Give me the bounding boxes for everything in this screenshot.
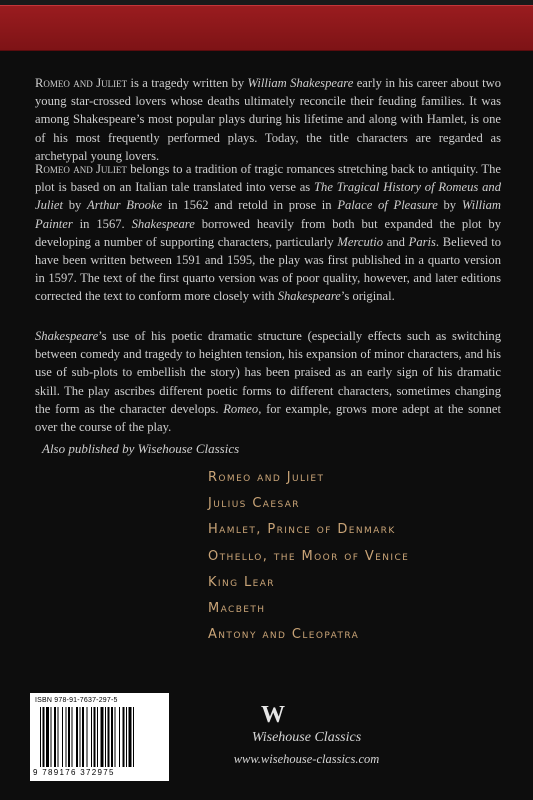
source-title: The Tragical History of Romeus and Juliet — [35, 180, 501, 213]
source-title: Palace of Pleasure — [337, 198, 438, 213]
publisher-url: www.wisehouse-classics.com — [233, 752, 380, 766]
character-ref: Romeo — [223, 401, 259, 416]
character-ref: Paris — [408, 234, 436, 249]
text-run: and — [383, 234, 409, 249]
book-title: Romeo and Juliet — [208, 470, 325, 485]
barcode-digits: 9 789176 372975 — [33, 768, 115, 777]
book-title: King Lear — [208, 574, 275, 590]
paragraph-2 — [35, 160, 501, 306]
person-ref: Arthur Brooke — [87, 198, 163, 213]
publisher-name: Wisehouse Classics — [251, 730, 362, 745]
author-ref: Shakespeare — [131, 216, 195, 231]
title-ref: Romeo and Juliet — [35, 76, 128, 90]
text-run: by — [62, 198, 87, 213]
also-published-heading: Also published by Wisehouse Classics — [42, 441, 240, 456]
book-title: Antony and Cleopatra — [208, 627, 360, 643]
book-title: Julius Caesar — [208, 496, 300, 512]
text-run: ’s original. — [340, 289, 395, 304]
logo-letter: W — [261, 702, 285, 728]
text-run: early in his career about two young star-crossed lovers whose deaths ultimately reconcile their feuding families. It was among Shakespeare’s most popular plays during his lifetime and along with Hamlet, is one of his most frequently performed plays. Today, the title characters are regarded as archetypal young lovers. — [35, 76, 501, 163]
isbn-label: ISBN 978-91-7637-297-5 — [35, 697, 118, 704]
text-run: borrowed heavily from both but expanded the plot by developing a number of supporting characters, particularly — [35, 216, 501, 249]
text-run: ’s use of his poetic dramatic structure (especially effects such as switching between comedy and tragedy to heighten tension, his expansion of minor characters, and his use of sub-plots to embellish the story) has been praised as an early sign of his dramatic skill. The play ascribes different poetic forms to different characters, sometimes changing the form as the character develops. — [35, 329, 501, 416]
author-ref: William Shakespeare — [247, 76, 354, 90]
paragraph-3 — [35, 327, 501, 436]
person-ref: William Painter — [35, 198, 501, 231]
text-run: , for example, grows more adept at the sonnet over the course of the play. — [35, 401, 501, 435]
author-ref: Shakespeare — [35, 329, 99, 343]
character-ref: Mercutio — [337, 234, 384, 249]
book-title: Macbeth — [208, 600, 266, 616]
text-run: in 1562 and retold in prose in — [162, 198, 338, 213]
book-title: Hamlet, Prince of Denmark — [208, 522, 396, 538]
book-title: Othello, the Moor of Venice — [208, 548, 410, 564]
wisehouse-logo-icon — [259, 700, 287, 728]
text-run: in 1567. — [72, 216, 132, 231]
text-run: is a tragedy written by — [127, 76, 248, 90]
text-run: . Believed to have been written between 1591 and 1595, the play was first published in a quarto version in 1597. The text of the first quarto version was of poor quality, however, and later editions corrected the text to conform more closely with — [35, 234, 501, 304]
paragraph-1 — [35, 74, 501, 165]
text-run: by — [437, 198, 462, 213]
author-ref: Shakespeare — [277, 289, 341, 304]
title-ref: Romeo and Juliet — [35, 162, 127, 176]
text-run: belongs to a tradition of tragic romances stretching back to antiquity. The plot is based on an Italian tale translated into verse as — [35, 162, 501, 195]
book-title-list — [208, 470, 409, 653]
red-header-band — [0, 5, 533, 51]
